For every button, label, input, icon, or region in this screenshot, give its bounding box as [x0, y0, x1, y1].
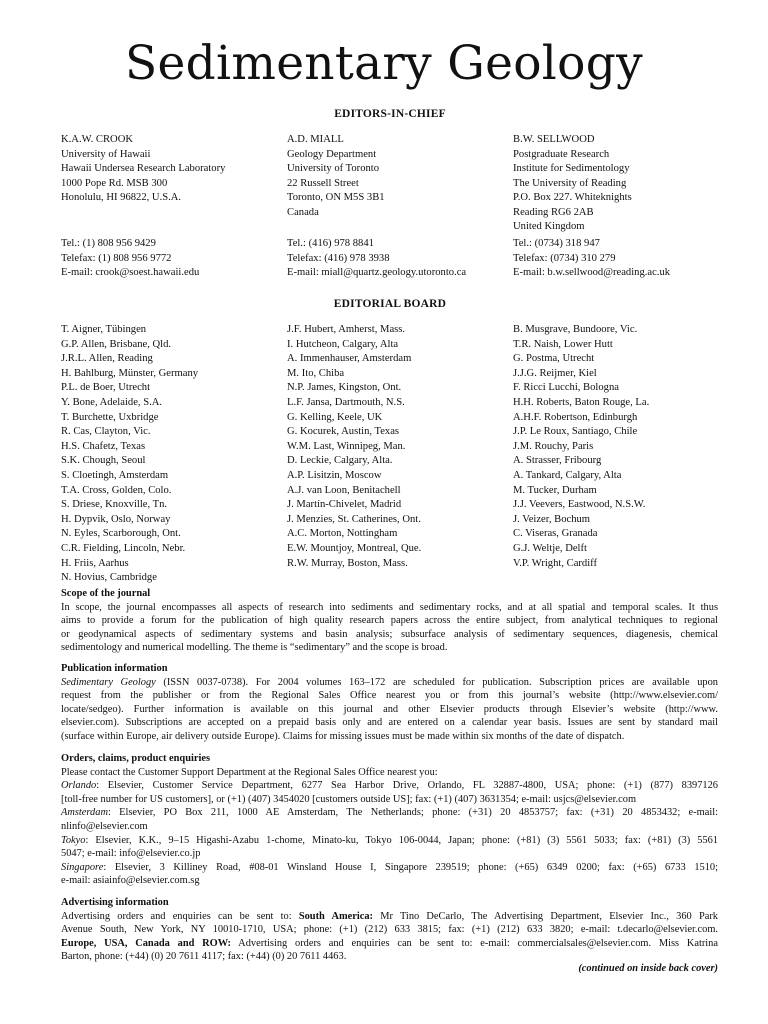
- board-member: M. Ito, Chiba: [287, 367, 345, 379]
- board-member: S. Driese, Knoxville, Tn.: [61, 499, 168, 511]
- publication-text-line: locate/sedgeo). Further information is available on this journal and other Elsevier products through Elsevier’s website (http://www.: [61, 703, 718, 715]
- board-member: G.J. Weltje, Delft: [513, 542, 587, 554]
- scope-text-line: or geodynamical aspects of sedimentary systems and basin analysis; subsurface analysis of sedimentary sequences, diagenesis, chemical: [61, 628, 718, 640]
- scope-section: [61, 587, 718, 655]
- orders-title: Orders, claims, product enquiries: [61, 753, 211, 764]
- board-column-2: [287, 323, 513, 586]
- editor-column-sellwood: [513, 133, 721, 235]
- advertising-title: Advertising information: [61, 897, 169, 908]
- board-member: A.P. Lisitzin, Moscow: [287, 469, 382, 481]
- editor-phone: Tel.: (1) 808 956 9429: [61, 238, 156, 249]
- editor-email: E-mail: miall@quartz.geology.utoronto.ca: [287, 267, 467, 278]
- continued-note: (continued on inside back cover): [578, 963, 718, 974]
- editor-email: E-mail: b.w.sellwood@reading.ac.uk: [513, 267, 671, 278]
- orders-amsterdam-line: [61, 806, 718, 820]
- singapore-label: Singapore: [61, 861, 104, 873]
- editor-address-line: P.O. Box 227. Whiteknights: [513, 192, 632, 203]
- advertising-text-line: [61, 910, 718, 924]
- editorial-board-heading: EDITORIAL BOARD: [333, 298, 447, 310]
- journal-name-italic: Sedimentary Geology: [61, 676, 156, 688]
- editor-fax: Telefax: (416) 978 3938: [287, 252, 390, 264]
- tokyo-label: Tokyo: [61, 834, 86, 846]
- board-member: T.A. Cross, Golden, Colo.: [61, 484, 172, 496]
- board-member: J.J.G. Reijmer, Kiel: [513, 367, 597, 379]
- board-column-3: [513, 323, 721, 586]
- editor-contact-miall: [287, 237, 513, 281]
- editor-fax: Telefax: (0734) 310 279: [513, 252, 616, 264]
- board-member: M. Tucker, Durham: [513, 484, 597, 496]
- board-member: N.P. James, Kingston, Ont.: [287, 382, 402, 394]
- board-member: I. Hutcheon, Calgary, Alta: [287, 338, 399, 350]
- board-member: A. Immenhauser, Amsterdam: [287, 353, 412, 365]
- orders-intro: Please contact the Customer Support Department at the Regional Sales Office nearest you:: [61, 766, 438, 778]
- board-member: J.M. Rouchy, Paris: [513, 440, 594, 452]
- editor-address-line: Institute for Sedimentology: [513, 163, 630, 174]
- board-member: A. Tankard, Calgary, Alta: [513, 469, 622, 481]
- editor-address-line: Geology Department: [287, 148, 377, 160]
- board-member: N. Hovius, Cambridge: [61, 572, 157, 584]
- scope-text-line: sedimentology and numerical modelling. The theme is “sedimentary” and the scope is broad.: [61, 642, 448, 654]
- publication-section: [61, 662, 718, 744]
- orders-tokyo-line: [61, 834, 718, 848]
- board-member: S. Cloetingh, Amsterdam: [61, 469, 169, 481]
- board-member: A.J. van Loon, Benitachell: [287, 484, 401, 496]
- board-member: H. Friis, Aarhus: [61, 557, 129, 569]
- editor-address-line: Reading RG6 2AB: [513, 206, 594, 218]
- editor-address-line: The University of Reading: [513, 177, 627, 189]
- orders-singapore-line: [61, 861, 718, 875]
- orlando-label: Orlando: [61, 780, 97, 792]
- publication-title: Publication information: [61, 663, 168, 674]
- journal-title: Sedimentary Geology: [125, 36, 643, 91]
- editor-contact-sellwood: [513, 237, 721, 281]
- board-member: R.W. Murray, Boston, Mass.: [287, 557, 408, 569]
- board-member: H. Bahlburg, Münster, Germany: [61, 367, 199, 379]
- editors-heading: EDITORS-IN-CHIEF: [334, 108, 446, 120]
- editor-address-line: 22 Russell Street: [287, 177, 359, 189]
- advertising-text-fragment: Mr Tino DeCarlo, The Advertising Department, Elsevier Inc., 360 Park: [373, 910, 718, 922]
- orders-tokyo-line: 5047; e-mail: info@elsevier.co.jp: [61, 848, 201, 860]
- editor-column-miall: [287, 133, 513, 235]
- board-member: B. Musgrave, Bundoore, Vic.: [513, 324, 638, 335]
- editor-fax: Telefax: (1) 808 956 9772: [61, 252, 172, 264]
- orders-orlando-line: [toll-free number for US customers], or (+1) (407) 3454020 [customers outside US]; fax: (+1) (407) 3631354; e-mail: usjcs@elsevier.com: [61, 793, 637, 805]
- board-member: V.P. Wright, Cardiff: [513, 557, 598, 569]
- editor-address-line: Honolulu, HI 96822, U.S.A.: [61, 192, 182, 203]
- south-america-label: South America:: [298, 910, 373, 922]
- board-column-1: [61, 323, 287, 586]
- orders-singapore-line: e-mail: asiainfo@elsevier.com.sg: [61, 875, 200, 887]
- board-member: H. Dypvik, Oslo, Norway: [61, 513, 171, 525]
- scope-text-line: aims to provide a forum for the publication of high quality research papers across the entire subject, from analytical techniques to regional: [61, 615, 718, 627]
- editor-name: B.W. SELLWOOD: [513, 134, 595, 145]
- board-member: C.R. Fielding, Lincoln, Nebr.: [61, 542, 186, 554]
- publication-text-line: request from the publisher or from the Regional Sales Office nearest you or from this journal’s website (http://www.elsevier.com/: [61, 690, 718, 702]
- advertising-text-line: Barton, phone: (+44) (0) 20 7611 4117; fax: (+44) (0) 20 7611 4463.: [61, 951, 347, 963]
- amsterdam-text: : Elsevier, PO Box 211, 1000 AE Amsterdam, The Netherlands; phone: (+31) 20 4853757; fax: (+31) 20 4853432; e-mail:: [107, 807, 718, 819]
- board-member: T. Burchette, Uxbridge: [61, 411, 159, 423]
- advertising-text-line: Avenue South, New York, NY 10010-1710, USA; phone: (+1) (212) 633 3815; fax: (+1) (212) 633 3820; e-mail: t.decarlo@elsevier.com.: [61, 924, 718, 936]
- advertising-text-fragment: Advertising orders and enquiries can be sent to: e-mail: commercialsales@elsevier.com. Miss Katrina: [231, 937, 718, 949]
- editor-name: K.A.W. CROOK: [61, 134, 134, 145]
- publication-text-fragment: (ISSN 0037-0738). For 2004 volumes 163–172 are scheduled for publication. Subscription prices are available upon: [155, 676, 718, 688]
- editors-contact-columns: [61, 237, 721, 281]
- board-member: G.P. Allen, Brisbane, Qld.: [61, 338, 172, 350]
- editor-address-line: 1000 Pope Rd. MSB 300: [61, 177, 168, 189]
- orlando-text: : Elsevier, Customer Service Department, 6277 Sea Harbor Drive, Orlando, FL 32887-4800, USA; phone: (+1) (877) 8397126: [96, 780, 718, 792]
- board-member: D. Leckie, Calgary, Alta.: [287, 455, 393, 467]
- orders-orlando-line: [61, 779, 718, 793]
- europe-label: Europe, USA, Canada and ROW:: [61, 937, 231, 949]
- advertising-text-fragment: Advertising orders and enquiries can be sent to:: [61, 910, 299, 922]
- editor-address-line: Hawaii Undersea Research Laboratory: [61, 163, 226, 174]
- editor-name: A.D. MIALL: [287, 134, 344, 145]
- board-member: G. Postma, Utrecht: [513, 353, 595, 365]
- editors-address-columns: [61, 133, 721, 235]
- board-member: A.C. Morton, Nottingham: [287, 528, 398, 540]
- editor-phone: Tel.: (416) 978 8841: [287, 238, 374, 249]
- board-member: J. Veizer, Bochum: [513, 513, 591, 525]
- board-member: J.F. Hubert, Amherst, Mass.: [287, 324, 406, 335]
- board-member: G. Kelling, Keele, UK: [287, 411, 383, 423]
- board-member: J.P. Le Roux, Santiago, Chile: [513, 426, 638, 438]
- publication-text-line: (surface within Europe, air delivery outside Europe). Claims for missing issues must be made within six months of the date of dispatch.: [61, 730, 625, 742]
- editor-address-line: University of Toronto: [287, 163, 380, 174]
- board-member: A.H.F. Robertson, Edinburgh: [513, 411, 638, 423]
- board-member: F. Ricci Lucchi, Bologna: [513, 382, 619, 394]
- scope-title: Scope of the journal: [61, 588, 151, 599]
- board-member: R. Cas, Clayton, Vic.: [61, 426, 151, 438]
- editor-address-line: Canada: [287, 206, 319, 218]
- editor-email: E-mail: crook@soest.hawaii.edu: [61, 267, 200, 278]
- advertising-text-line: [61, 937, 718, 951]
- tokyo-text: : Elsevier, K.K., 9–15 Higashi-Azabu 1-chome, Minato-ku, Tokyo 106-0044, Japan; phone: (+81) (3) 5561 5033; fax: (+81) (3) 5561: [85, 834, 718, 846]
- amsterdam-label: Amsterdam: [61, 807, 108, 819]
- editorial-board-columns: [61, 323, 721, 586]
- orders-amsterdam-line: nlinfo@elsevier.com: [61, 820, 148, 832]
- editor-contact-crook: [61, 237, 287, 281]
- board-member: Y. Bone, Adelaide, S.A.: [61, 396, 163, 408]
- editor-address-line: Postgraduate Research: [513, 148, 610, 160]
- board-member: W.M. Last, Winnipeg, Man.: [287, 440, 406, 452]
- board-member: A. Strasser, Fribourg: [513, 455, 602, 467]
- board-member: J.J. Veevers, Eastwood, N.S.W.: [513, 499, 646, 511]
- editor-address-line: United Kingdom: [513, 221, 585, 232]
- publication-text-line: [61, 676, 718, 690]
- advertising-section: [61, 896, 718, 964]
- board-member: C. Viseras, Granada: [513, 528, 598, 540]
- board-member: J. Martín-Chivelet, Madrid: [287, 499, 402, 511]
- publication-text-line: elsevier.com). Subscriptions are accepted on a prepaid basis only and are entered on a calendar year basis. Issues are sent by standard mail: [61, 717, 718, 729]
- board-member: H.H. Roberts, Baton Rouge, La.: [513, 396, 650, 408]
- editor-column-crook: [61, 133, 287, 235]
- scope-text-line: In scope, the journal encompasses all aspects of research into sediments and sedimentary rocks, and at all spatial and temporal scales. It thus: [61, 601, 718, 613]
- board-member: G. Kocurek, Austin, Texas: [287, 426, 400, 438]
- board-member: H.S. Chafetz, Texas: [61, 440, 146, 452]
- board-member: E.W. Mountjoy, Montreal, Que.: [287, 542, 422, 554]
- board-member: J.R.L. Allen, Reading: [61, 353, 153, 365]
- board-member: T. Aigner, Tübingen: [61, 324, 147, 335]
- singapore-text: : Elsevier, 3 Killiney Road, #08-01 Winsland House I, Singapore 239519; phone: (+65) 6349 0200; fax: (+65) 6733 1510;: [103, 861, 718, 873]
- board-member: J. Menzies, St. Catherines, Ont.: [287, 513, 421, 525]
- editor-phone: Tel.: (0734) 318 947: [513, 238, 600, 249]
- board-member: S.K. Chough, Seoul: [61, 455, 146, 467]
- orders-section: [61, 752, 718, 888]
- board-member: T.R. Naish, Lower Hutt: [513, 338, 613, 350]
- board-member: N. Eyles, Scarborough, Ont.: [61, 528, 181, 540]
- board-member: L.F. Jansa, Dartmouth, N.S.: [287, 396, 405, 408]
- editor-address-line: University of Hawaii: [61, 148, 151, 160]
- editor-address-line: Toronto, ON M5S 3B1: [287, 192, 385, 203]
- board-member: P.L. de Boer, Utrecht: [61, 382, 151, 394]
